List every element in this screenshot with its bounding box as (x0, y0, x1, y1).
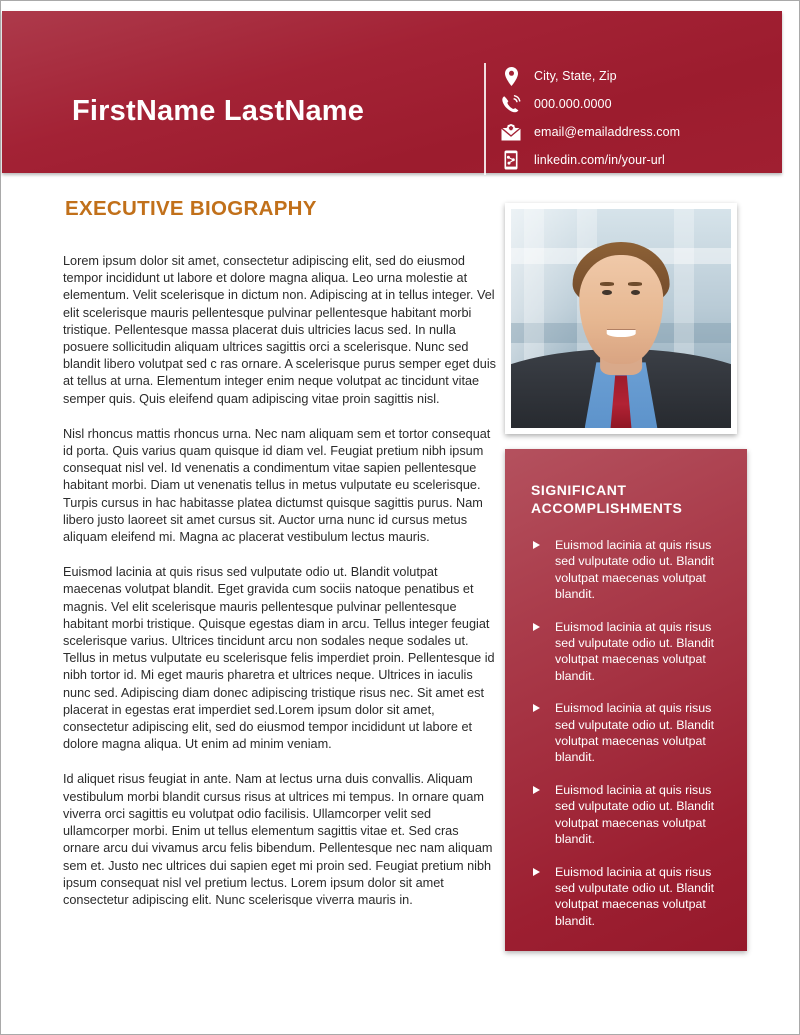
list-item-text: Euismod lacinia at quis risus sed vulputate odio ut. Blandit volutpat maecenas volutpat blandit. (555, 864, 715, 928)
bio-paragraph: Lorem ipsum dolor sit amet, consectetur adipiscing elit, sed do eiusmod tempor incididunt ut labore et dolore magna aliqua. Leo urna molestie at elementum. Velit scelerisque in dictum non. Adipiscing at in tellus integer. Vel elit scelerisque mauris pellentesque pulvinar pellentesque habitant morbi tristique. Pellentesque massa placerat duis ultricies lacus sed. In nulla posuere sollicitudin aliquam ultrices sagittis orci a scelerisque. Nunc sed blandit libero volutpat sed c ras ornare. A scelerisque purus semper eget duis at tellus at urna. Elementum integer enim neque volutpat ac tincidunt vitae semper quis. Quis eleifend quam adipiscing vitae proin sagittis nisl. (63, 254, 497, 406)
contact-email-text: email@emailaddress.com (534, 125, 681, 139)
phone-icon (500, 93, 522, 115)
triangle-bullet-icon (533, 541, 540, 549)
contact-row-location[interactable] (500, 63, 764, 89)
photo-eye (602, 290, 611, 295)
photo-eyebrow (600, 282, 614, 285)
significant-accomplishments-card (505, 449, 747, 951)
triangle-bullet-icon (533, 786, 540, 794)
list-item-text: Euismod lacinia at quis risus sed vulputate odio ut. Blandit volutpat maecenas volutpat blandit. (555, 619, 715, 683)
map-pin-icon (500, 65, 522, 87)
contact-phone-text: 000.000.0000 (534, 97, 612, 111)
email-icon (500, 121, 522, 143)
list-item (531, 864, 725, 930)
list-item (531, 782, 725, 848)
photo-face (579, 255, 663, 365)
bio-paragraph: Euismod lacinia at quis risus sed vulputate odio ut. Blandit volutpat maecenas volutpat blandit. Eget gravida cum sociis natoque penatibus et magnis. Vel elit scelerisque mauris pellentesque pulvinar pellentesque habitant morbi tristique. Quisque egestas diam in arcu. Tellus integer feugiat scelerisque varius. Ultrices tincidunt arcu non sodales neque sodales ut. Tellus in metus vulputate eu scelerisque felis imperdiet proin. Pellentesque id nibh tortor id. Mi eget mauris pharetra et ultrices neque. Ultrices in iaculis nunc sed. Adipiscing diam donec adipiscing tristique risus nec. Sit amet est placerat in egestas erat imperdiet sed.Lorem ipsum dolor sit amet, consectetur adipiscing elit, sed do eiusmod tempor incididunt ut labore et dolore magna aliqua. Ut enim ad minim veniam. (63, 565, 495, 752)
list-item-text: Euismod lacinia at quis risus sed vulputate odio ut. Blandit volutpat maecenas volutpat blandit. (555, 782, 715, 847)
section-title-executive-biography: EXECUTIVE BIOGRAPHY (65, 197, 317, 220)
triangle-bullet-icon (533, 704, 540, 712)
contact-linkedin-text: linkedin.com/in/your-url (534, 153, 665, 167)
triangle-bullet-icon (533, 623, 540, 631)
photo-smile (607, 329, 636, 337)
bio-paragraph: Nisl rhoncus mattis rhoncus urna. Nec nam aliquam sem et tortor consequat id porta. Quis varius quam quisque id diam vel. Feugiat pretium nibh ipsum consequat nisl vel. Id venenatis a condimentum vitae sapien pellentesque habitant morbi. Diam ut venenatis tellus in metus vulputate eu scelerisque. Turpis cursus in hac habitasse platea dictumst quisque sagittis purus. Nam libero justo laoreet sit amet cursus sit. Auctor urna nunc id cursus metus aliquam eleifend mi. Magna ac placerat vestibulum lectus mauris. (63, 426, 491, 545)
list-item (531, 619, 725, 685)
triangle-bullet-icon (533, 868, 540, 876)
biography-body (63, 253, 497, 927)
contact-row-linkedin[interactable] (500, 147, 764, 173)
accomplishments-list (531, 537, 725, 929)
list-item-text: Euismod lacinia at quis risus sed vulputate odio ut. Blandit volutpat maecenas volutpat blandit. (555, 701, 715, 765)
list-item-text: Euismod lacinia at quis risus sed vulputate odio ut. Blandit volutpat maecenas volutpat blandit. (555, 538, 715, 602)
avatar (511, 209, 731, 428)
bio-paragraph: Id aliquet risus feugiat in ante. Nam at lectus urna duis convallis. Aliquam vestibulum morbi blandit cursus risus at ultrices mi tempus. In ornare quam viverra orci sagittis eu volutpat odio facilisis. Ullamcorper velit sed ullamcorper morbi. Enim ut tellus elementum sagittis vitae et. Sed cras ornare arcu dui vivamus arcu felis bibendum. Pellentesque nec nam aliquam sem et. Justo nec ultrices dui sapien eget mi proin sed. Feugiat pretium nibh ipsum consequat nisl vel pretium lectus. Lorem ipsum dolor sit amet consectetur adipiscing elit. Nunc scelerisque viverra mauris in. (63, 772, 493, 907)
contact-row-phone[interactable] (500, 91, 764, 117)
contact-row-email[interactable] (500, 119, 764, 145)
page-title: FirstName LastName (72, 95, 365, 127)
contact-location-text: City, State, Zip (534, 69, 617, 83)
headshot-photo-frame (505, 203, 737, 434)
page-header (2, 11, 782, 173)
list-item (531, 700, 725, 766)
photo-eyebrow (628, 282, 642, 285)
list-item (531, 537, 725, 603)
contact-info-block (484, 63, 764, 175)
sidebar-title: SIGNIFICANT ACCOMPLISHMENTS (531, 482, 683, 516)
linkedin-mobile-icon (500, 149, 522, 171)
